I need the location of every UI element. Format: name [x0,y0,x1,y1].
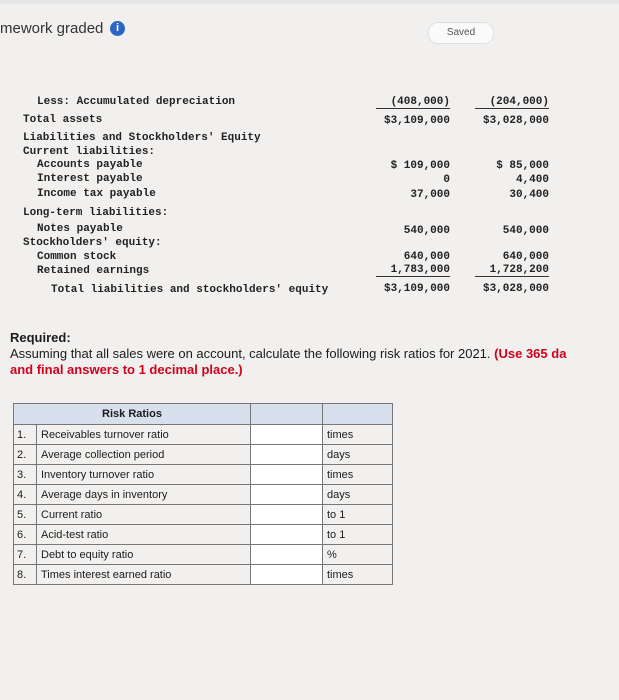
bs-value-2020: $3,028,000 [482,115,549,127]
table-row: 2. Average collection period days [14,445,393,465]
bs-label: Current liabilities: [23,146,156,158]
bs-label: Income tax payable [37,188,156,200]
answer-input[interactable] [251,545,323,565]
required-text: Assuming that all sales were on account, calculate the following risk ratios for 2021. [10,346,491,361]
answer-input[interactable] [251,465,323,485]
info-icon[interactable]: i [110,21,125,36]
bs-value-2020: 1,728,200 [475,264,549,277]
top-border [0,0,619,4]
table-row: 1. Receivables turnover ratio times [14,425,393,445]
bs-value-2021: 640,000 [403,251,450,263]
saved-status-badge: Saved [428,22,494,44]
bs-value-2021: $3,109,000 [383,283,450,295]
bs-value-2020: 640,000 [502,251,549,263]
bs-label: Common stock [37,251,117,263]
bs-value-2021: 1,783,000 [376,264,450,277]
bs-value-2021: $3,109,000 [383,115,450,127]
bs-label: Long-term liabilities: [23,207,169,219]
bs-value-2020: 30,400 [509,189,549,201]
bs-label: Less: Accumulated depreciation [37,96,236,108]
table-header: Risk Ratios [14,404,251,425]
bs-value-2021: 37,000 [410,189,450,201]
answer-input[interactable] [251,445,323,465]
bs-label: Total assets [23,114,103,126]
answer-input[interactable] [251,505,323,525]
table-row: 7. Debt to equity ratio % [14,545,393,565]
bs-value-2021: $ 109,000 [390,160,450,172]
bs-value-2020: (204,000) [475,96,549,109]
required-instruction-2: and final answers to 1 decimal place.) [10,362,243,377]
bs-value-2021: 0 [443,174,450,186]
bs-value-2020: 4,400 [515,174,549,186]
risk-ratios-table [13,403,393,585]
bs-value-2020: 540,000 [502,225,549,237]
table-row: 8. Times interest earned ratio times [14,565,393,585]
answer-input[interactable] [251,485,323,505]
required-title: Required: [10,330,71,345]
bs-label: Stockholders' equity: [23,237,162,249]
answer-input[interactable] [251,525,323,545]
answer-input[interactable] [251,565,323,585]
bs-label: Interest payable [37,173,143,185]
bs-label: Total liabilities and stockholders' equity [51,284,329,296]
bs-value-2020: $ 85,000 [496,160,549,172]
required-instruction: (Use 365 da [494,346,567,361]
bs-label: Accounts payable [37,159,143,171]
bs-label: Notes payable [37,223,123,235]
page-title: mework graded [0,20,104,37]
required-section [10,330,619,378]
bs-value-2021: (408,000) [376,96,450,109]
table-row: 4. Average days in inventory days [14,485,393,505]
table-row: 3. Inventory turnover ratio times [14,465,393,485]
bs-label: Liabilities and Stockholders' Equity [23,132,261,144]
bs-value-2020: $3,028,000 [482,283,549,295]
bs-value-2021: 540,000 [403,225,450,237]
bs-label: Retained earnings [37,265,150,277]
answer-input[interactable] [251,425,323,445]
table-row: 6. Acid-test ratio to 1 [14,525,393,545]
table-row: 5. Current ratio to 1 [14,505,393,525]
